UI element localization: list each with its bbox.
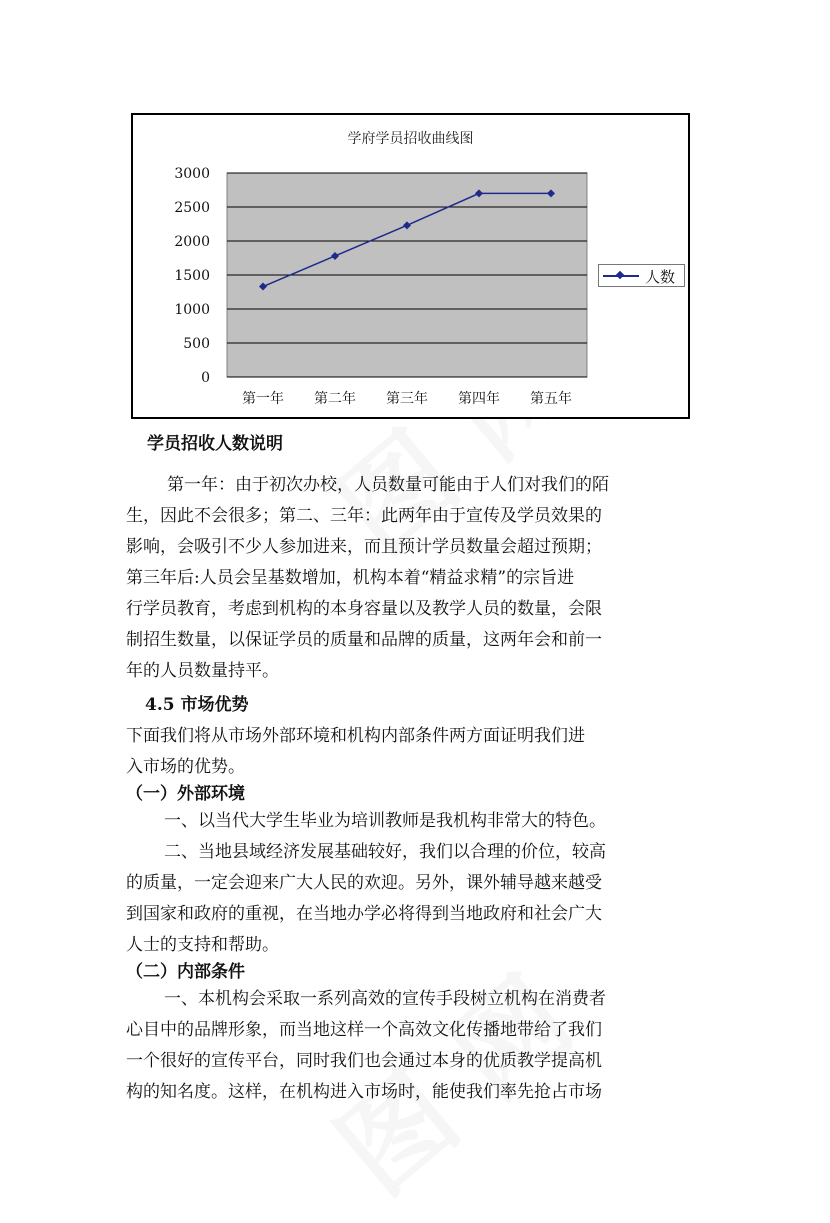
para1-line: 生，因此不会很多；第二、三年：此两年由于宣传及学员效果的 [126, 506, 602, 526]
external-item-2-line: 的质量，一定会迎来广大人民的欢迎。另外，课外辅导越来越受 [126, 873, 602, 893]
line-chart [131, 113, 690, 419]
watermark-bottom [299, 935, 598, 1222]
chart-legend [598, 264, 685, 287]
y-tick-label: 2000 [174, 234, 210, 250]
y-tick-label: 1000 [174, 302, 210, 318]
internal-item-1-line: 一个很好的宣传平台，同时我们也会通过本身的优质教学提高机 [126, 1051, 602, 1071]
subheading-internal: （二）内部条件 [126, 962, 245, 982]
y-tick-label: 3000 [174, 166, 210, 182]
external-item-2-line: 二、当地县域经济发展基础较好，我们以合理的价位，较高 [164, 842, 606, 862]
para1-line: 年的人员数量持平。 [126, 661, 279, 681]
para1-line: 制招生数量，以保证学员的质量和品牌的质量，这两年会和前一 [126, 630, 602, 650]
internal-item-1-line: 构的知名度。这样，在机构进入市场时，能使我们率先抢占市场 [126, 1082, 602, 1102]
y-tick-label: 0 [201, 370, 210, 386]
y-tick-label: 1500 [174, 268, 210, 284]
x-tick-label: 第三年 [386, 391, 428, 407]
chart-title: 学府学员招收曲线图 [347, 131, 474, 147]
para1-line: 影响，会吸引不少人参加进来，而且预计学员数量会超过预期； [126, 537, 602, 557]
internal-item-1-line: 心目中的品牌形象，而当地这样一个高效文化传播地带给了我们 [126, 1020, 602, 1040]
external-item-1: 一、以当代大学生毕业为培训教师是我机构非常大的特色。 [164, 811, 606, 831]
intro-line: 下面我们将从市场外部环境和机构内部条件两方面证明我们进 [126, 726, 585, 746]
external-item-2-line: 到国家和政府的重视，在当地办学必将得到当地政府和社会广大 [126, 904, 602, 924]
x-tick-label: 第五年 [530, 391, 572, 407]
para1-line: 行学员教育，考虑到机构的本身容量以及教学人员的数量，会限 [126, 599, 602, 619]
heading-4-5: 4.5 市场优势 [145, 695, 249, 715]
y-tick-label: 500 [183, 336, 210, 352]
legend-label: 人数 [645, 268, 676, 286]
para1-line: 第三年后:人员会呈基数增加，机构本着“精益求精”的宗旨进 [126, 568, 575, 588]
external-item-2-line: 人士的支持和帮助。 [126, 935, 279, 955]
legend-marker [616, 271, 624, 279]
section-title: 学员招收人数说明 [147, 434, 283, 454]
x-tick-label: 第二年 [314, 391, 356, 407]
para1-line: 第一年：由于初次办校，人员数量可能由于人们对我们的陌 [167, 475, 609, 495]
x-tick-label: 第一年 [242, 391, 284, 407]
subheading-external: （一）外部环境 [126, 784, 245, 804]
intro-line: 入市场的优势。 [126, 757, 245, 777]
internal-item-1-line: 一、本机构会采取一系列高效的宣传手段树立机构在消费者 [164, 989, 606, 1009]
y-tick-label: 2500 [174, 200, 210, 216]
x-tick-label: 第四年 [458, 391, 500, 407]
